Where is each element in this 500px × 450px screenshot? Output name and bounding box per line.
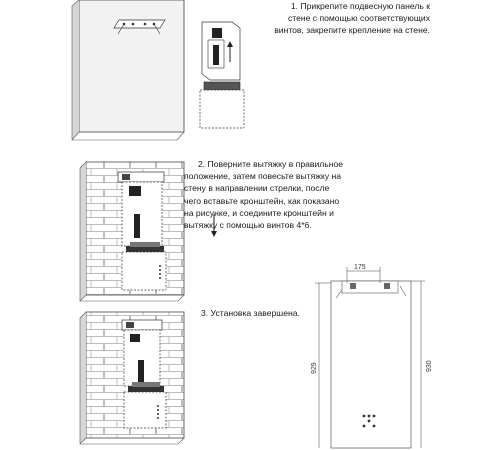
step-3-line: 3. Установка завершена. <box>201 308 300 318</box>
step-2-line: чего вставьте кронштейн, как показано <box>184 195 340 206</box>
dimension-height-outer-label: 930 <box>426 360 433 372</box>
figure-1-wall-panel <box>72 0 244 140</box>
step-2-line: на рисунке, и соедините кронштейн и <box>184 207 334 218</box>
dimension-height-inner-label: 929 <box>311 362 318 374</box>
dimension-drawing <box>311 264 433 448</box>
step-1-line: винтов, закрепите крепление на стене. <box>274 25 430 36</box>
step-2-line: вытяжку с помощью винтов 4*6. <box>184 220 312 231</box>
step-1-line: 1. Прикрепите подвесную панель к <box>290 1 430 11</box>
step-2-line: 2. Поверните вытяжку в правильное <box>198 159 344 169</box>
figure-3-installed <box>80 312 184 444</box>
step-2-line: стену в направлении стрелки, после <box>184 183 330 194</box>
figure-2-hang-hood <box>80 162 214 301</box>
step-1-line: стене с помощью соответствующих <box>287 13 430 24</box>
dimension-width-label: 175 <box>354 264 366 271</box>
step-2-line: положение, затем повесьте вытяжку на <box>184 171 342 182</box>
